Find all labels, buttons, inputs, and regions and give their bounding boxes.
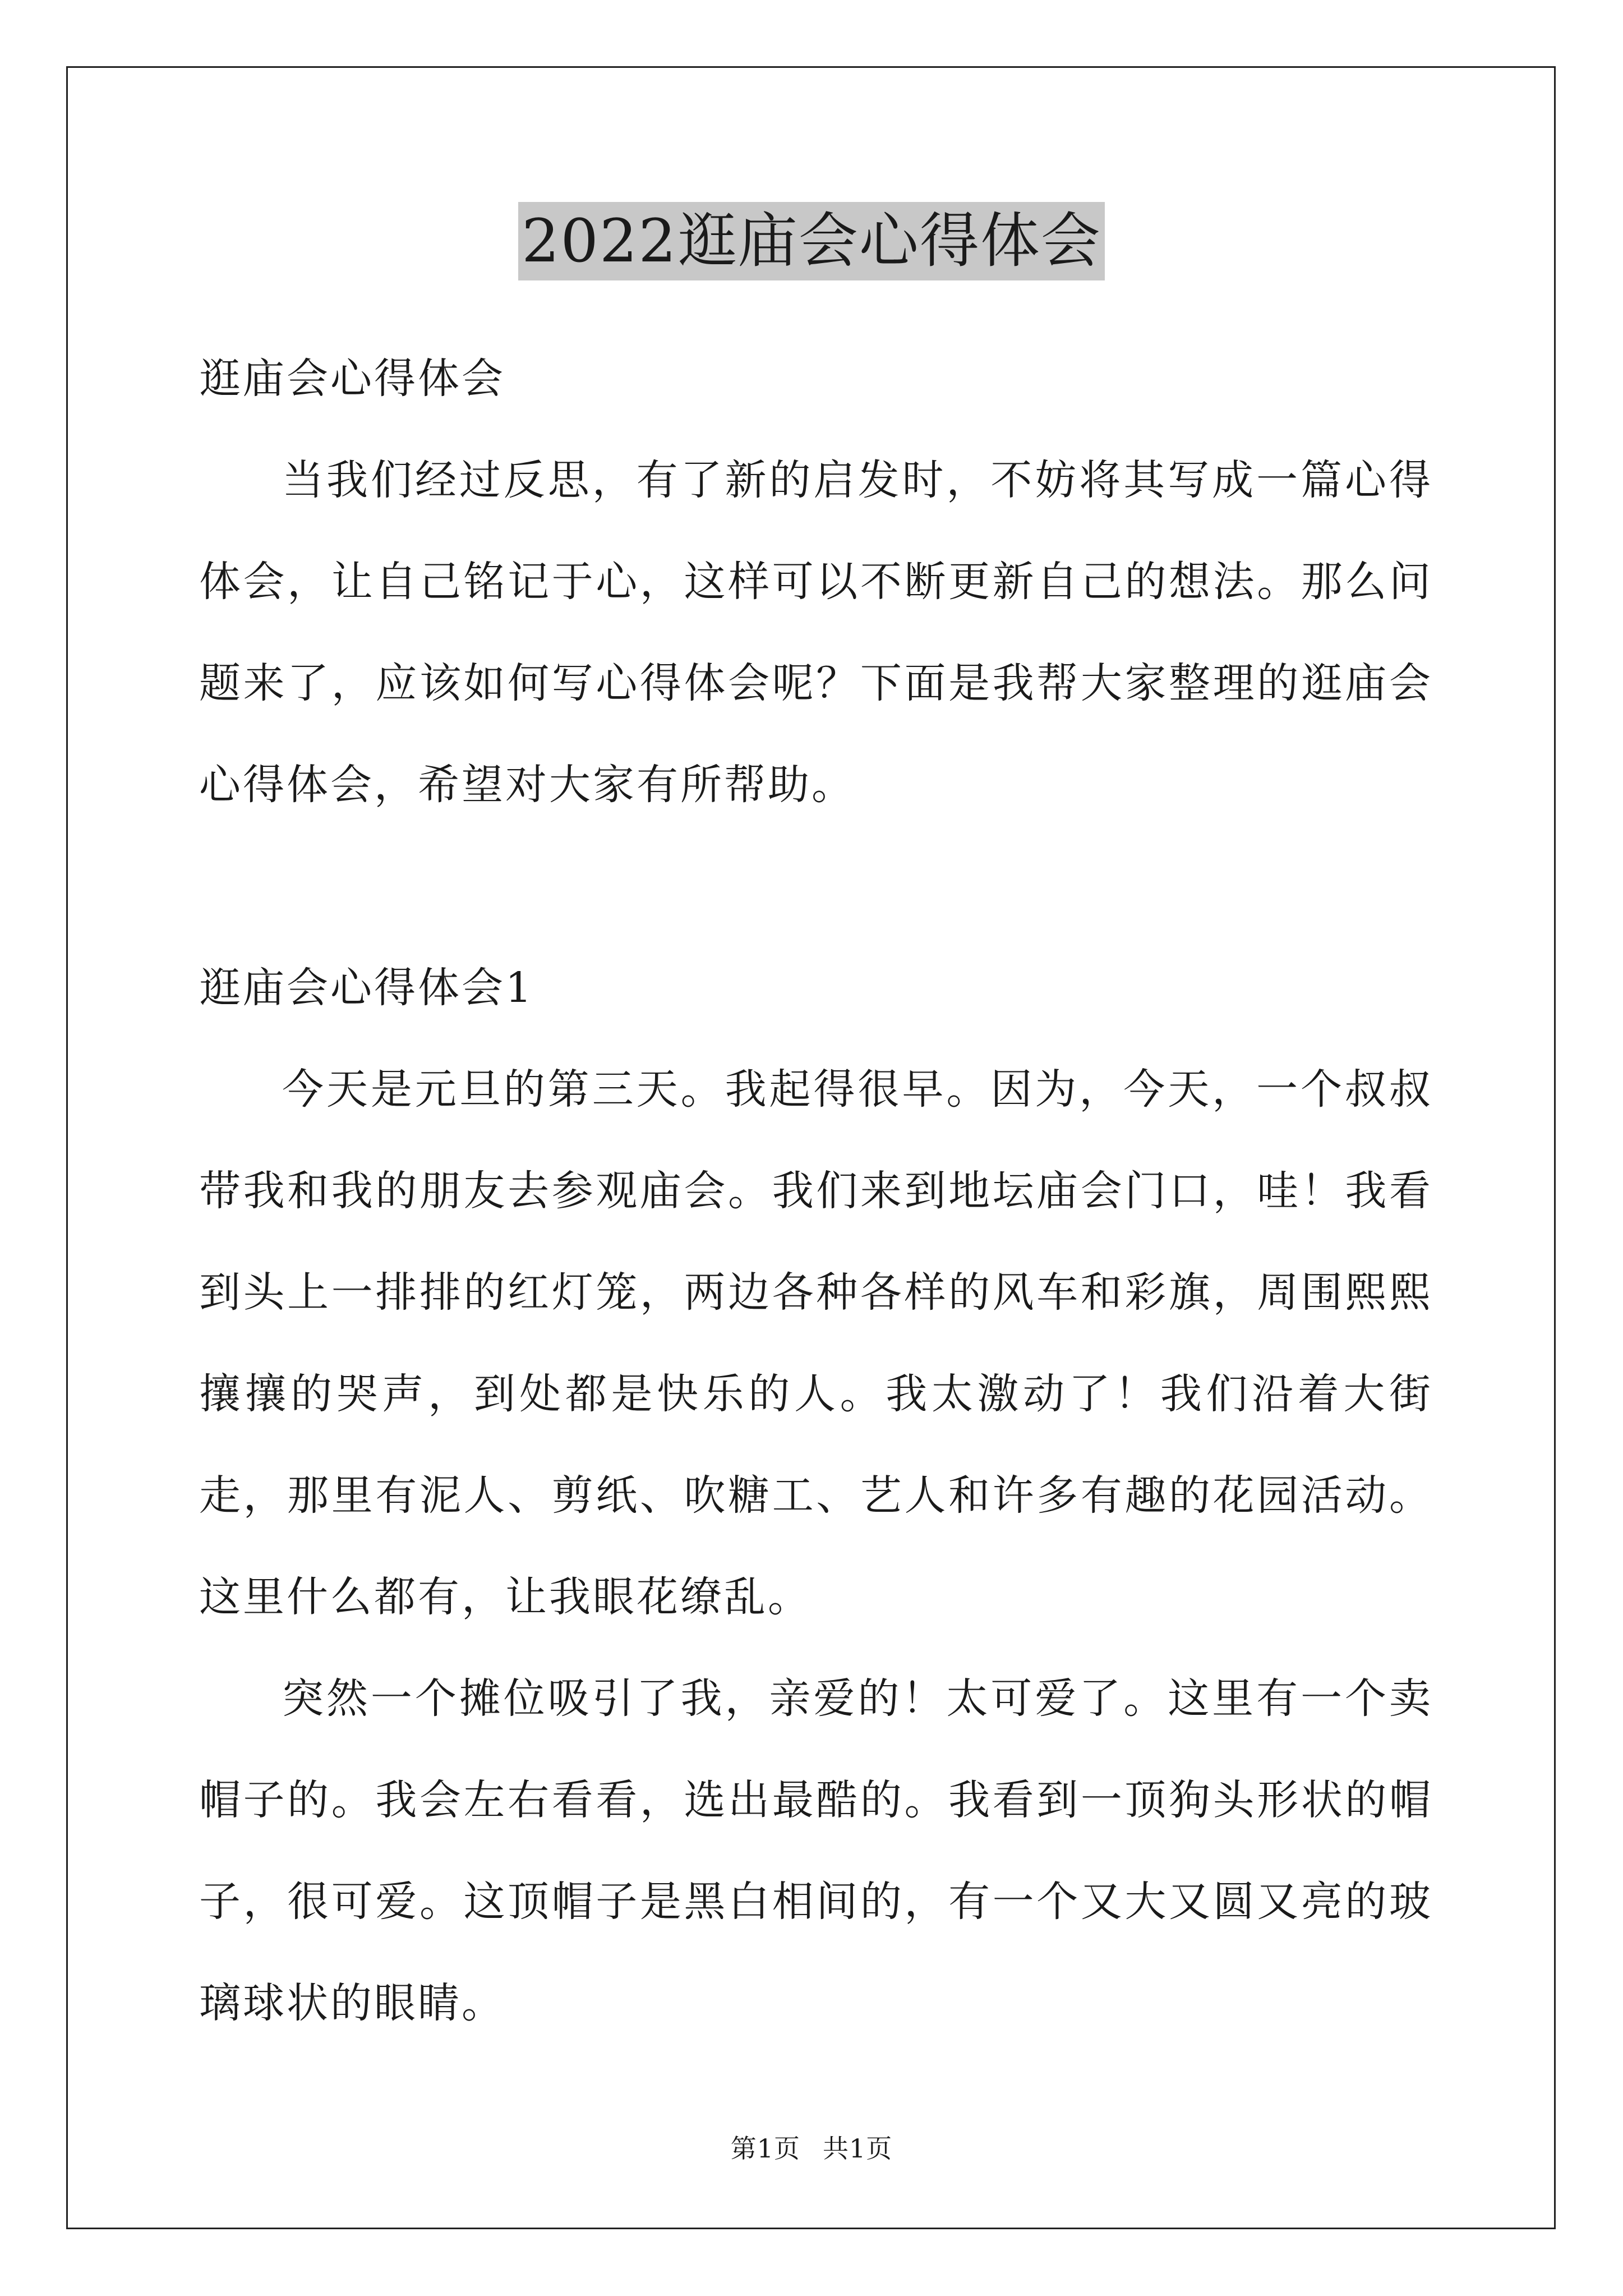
section-spacer [199, 836, 1433, 937]
intro-paragraph: 当我们经过反思，有了新的启发时，不妨将其写成一篇心得体会，让自己铭记于心，这样可以不断更新自己的想法。那么问题来了，应该如何写心得体会呢？下面是我帮大家整理的逛庙会心得体会，希望对大家有所帮助。 [199, 456, 1433, 809]
title-container [0, 202, 1623, 280]
document-title: 2022逛庙会心得体会 [518, 202, 1105, 280]
document-subtitle: 逛庙会心得体会 [199, 355, 505, 403]
section-heading: 逛庙会心得体会1 [199, 964, 534, 1012]
page-number-total: 共1页 [823, 2133, 893, 2164]
body-paragraph-2: 突然一个摊位吸引了我，亲爱的！太可爱了。这里有一个卖帽子的。我会左右看看，选出最酷的。我看到一顶狗头形状的帽子，很可爱。这顶帽子是黑白相间的，有一个又大又圆又亮的玻璃球状的眼睛。 [199, 1674, 1433, 2027]
document-body [199, 328, 1433, 2054]
page-number-current: 第1页 [730, 2133, 800, 2164]
body-paragraph-1: 今天是元旦的第三天。我起得很早。因为，今天，一个叔叔带我和我的朋友去参观庙会。我们来到地坛庙会门口，哇！我看到头上一排排的红灯笼，两边各种各样的风车和彩旗，周围熙熙攘攘的哭声，到处都是快乐的人。我太激动了！我们沿着大街走，那里有泥人、剪纸、吹糖工、艺人和许多有趣的花园活动。这里什么都有，让我眼花缭乱。 [199, 1065, 1433, 1621]
page-footer [0, 2132, 1623, 2165]
